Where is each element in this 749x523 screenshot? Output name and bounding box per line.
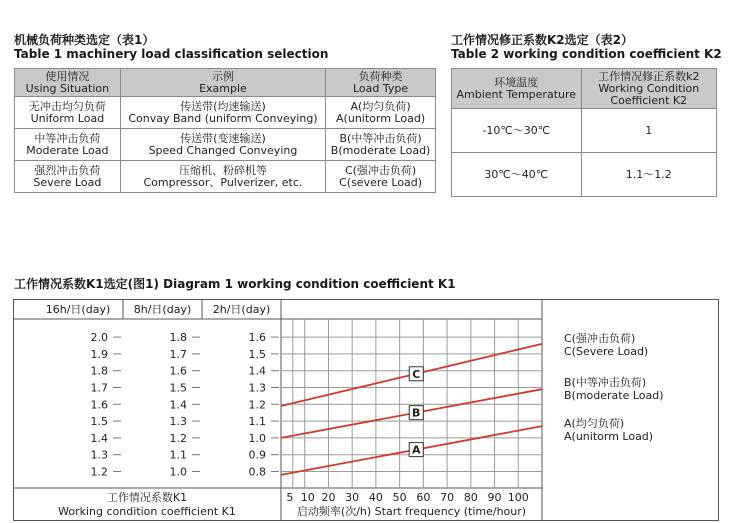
type-en: B(moderate Load) [330,143,431,157]
y-tick-label: 1.7 [90,381,108,395]
situation-en: Uniform Load [30,111,105,125]
header-en: Using Situation [25,81,110,95]
header-cn: 工作情况修正系数k2 [598,69,700,83]
legend-label-en: C(Severe Load) [564,345,649,358]
y-tick-label: 1.2 [169,431,187,445]
y-tick-label: 1.4 [169,398,187,412]
header-cn: 环境温度 [494,75,539,89]
situation-en: Severe Load [33,175,102,189]
x-tick-label: 70 [440,491,455,504]
example-cn: 压缩机、粉碎机等 [178,163,267,177]
y-tick-label: 1.7 [169,347,187,361]
header-cn: 负荷种类 [358,69,403,83]
y-tick-label: 1.5 [90,415,108,429]
legend-label-en: A(unitorm Load) [564,430,654,443]
legend-label-cn: A(均匀负荷) [564,417,625,430]
header-cn: 示例 [211,69,234,83]
x-axis-label: 启动频率(次/h) Start frequency (time/hour) [296,505,527,518]
table1-title-en: Table 1 machinery load classification selection [14,47,329,61]
example-en: Convay Band (uniform Conveying) [128,111,318,125]
k1-diagram [13,299,719,521]
coef-cell: 1 [581,109,716,153]
type-cn: C(强冲击负荷) [344,163,417,177]
y-tick-label: 2.0 [90,331,108,345]
x-tick-label: 5 [286,491,294,504]
legend-label-cn: B(中等冲击负荷) [564,376,647,389]
y-tick-label: 1.3 [90,448,108,462]
x-tick-label: 40 [368,491,383,504]
y-tick-label: 1.6 [169,364,187,378]
column-header: 2h/日(day) [212,303,271,316]
y-tick-label: 1.0 [248,431,266,445]
y-tick-label: 1.1 [169,448,187,462]
table-row [15,161,436,193]
table1-header-example [120,69,325,97]
y-tick-label: 0.8 [248,465,266,479]
situation-en: Moderate Load [26,143,109,157]
header-en: Working Condition [598,81,700,95]
situation-cn: 无冲击均匀负荷 [28,99,106,113]
example-cn: 传送带(变速输送) [180,131,266,145]
y-tick-label: 1.8 [169,331,187,345]
x-tick-label: 10 [300,491,315,504]
header-en: Load Type [353,81,409,95]
k2-coefficient-table [451,68,717,197]
diagram-title: 工作情况系数K1选定(图1) Diagram 1 working condition coefficient K1 [14,277,456,291]
table2-header-coef [581,69,716,109]
table2-title-cn: 工作情况修正系数K2选定（表2） [451,33,633,47]
table-row [15,97,436,129]
x-tick-label: 50 [392,491,407,504]
column-header: 8h/日(day) [133,303,192,316]
column-header: 16h/日(day) [45,303,111,316]
type-cn: A(均匀负荷) [350,99,411,113]
k1-label-en: Working condition coefficient K1 [58,505,236,518]
situation-cn: 强烈冲击负荷 [34,163,101,177]
header-en: Ambient Temperature [456,87,577,101]
y-tick-label: 1.1 [248,415,266,429]
table2-header-temp [452,69,582,109]
y-tick-label: 1.5 [169,381,187,395]
table1-title [14,33,328,61]
header-en: Example [199,81,247,95]
example-cn: 传送带(均速输送) [180,99,266,113]
coef-cell: 1.1～1.2 [581,153,716,197]
table-row [15,129,436,161]
table-row [452,109,717,153]
y-tick-label: 1.4 [90,431,108,445]
legend-label-cn: C(强冲击负荷) [564,332,636,345]
table-row [452,153,717,197]
y-tick-label: 1.8 [90,364,108,378]
table2-title [451,33,722,61]
y-tick-label: 1.2 [248,398,266,412]
y-tick-label: 1.4 [248,364,266,378]
x-tick-label: 100 [507,491,529,504]
y-tick-label: 1.3 [248,381,266,395]
y-tick-label: 1.5 [248,347,266,361]
header-cn: 使用情况 [45,69,90,83]
load-classification-table [14,68,436,193]
temp-cell: 30℃～40℃ [452,153,582,197]
legend-label-en: B(moderate Load) [564,389,664,402]
y-tick-label: 1.2 [90,465,108,479]
x-tick-label: 60 [416,491,431,504]
table1-header-situation [15,69,121,97]
y-tick-label: 0.9 [248,448,266,462]
series-label: B [412,406,421,420]
x-tick-label: 30 [345,491,360,504]
example-en: Compressor、Pulverizer, etc. [143,175,303,189]
type-cn: B(中等冲击负荷) [339,131,422,145]
table1-header-type [326,69,436,97]
x-tick-label: 80 [463,491,478,504]
y-tick-label: 1.0 [169,465,187,479]
series-label: C [412,367,421,381]
y-tick-label: 1.3 [169,415,187,429]
header-en2: Coefficient K2 [610,93,688,107]
type-en: A(unitorm Load) [336,111,426,125]
x-tick-label: 20 [321,491,336,504]
temp-cell: -10℃～30℃ [452,109,582,153]
table1-title-cn: 机械负荷种类选定（表1） [14,33,155,47]
x-tick-label: 90 [487,491,502,504]
y-tick-label: 1.6 [248,331,266,345]
table2-title-en: Table 2 working condition coefficient K2 [451,47,722,61]
y-tick-label: 1.6 [90,398,108,412]
situation-cn: 中等冲击负荷 [34,131,101,145]
example-en: Speed Changed Conveying [148,143,298,157]
k1-label-cn: 工作情况系数K1 [106,491,188,504]
type-en: C(severe Load) [339,175,423,189]
y-tick-label: 1.9 [90,347,108,361]
series-label: A [411,443,421,457]
